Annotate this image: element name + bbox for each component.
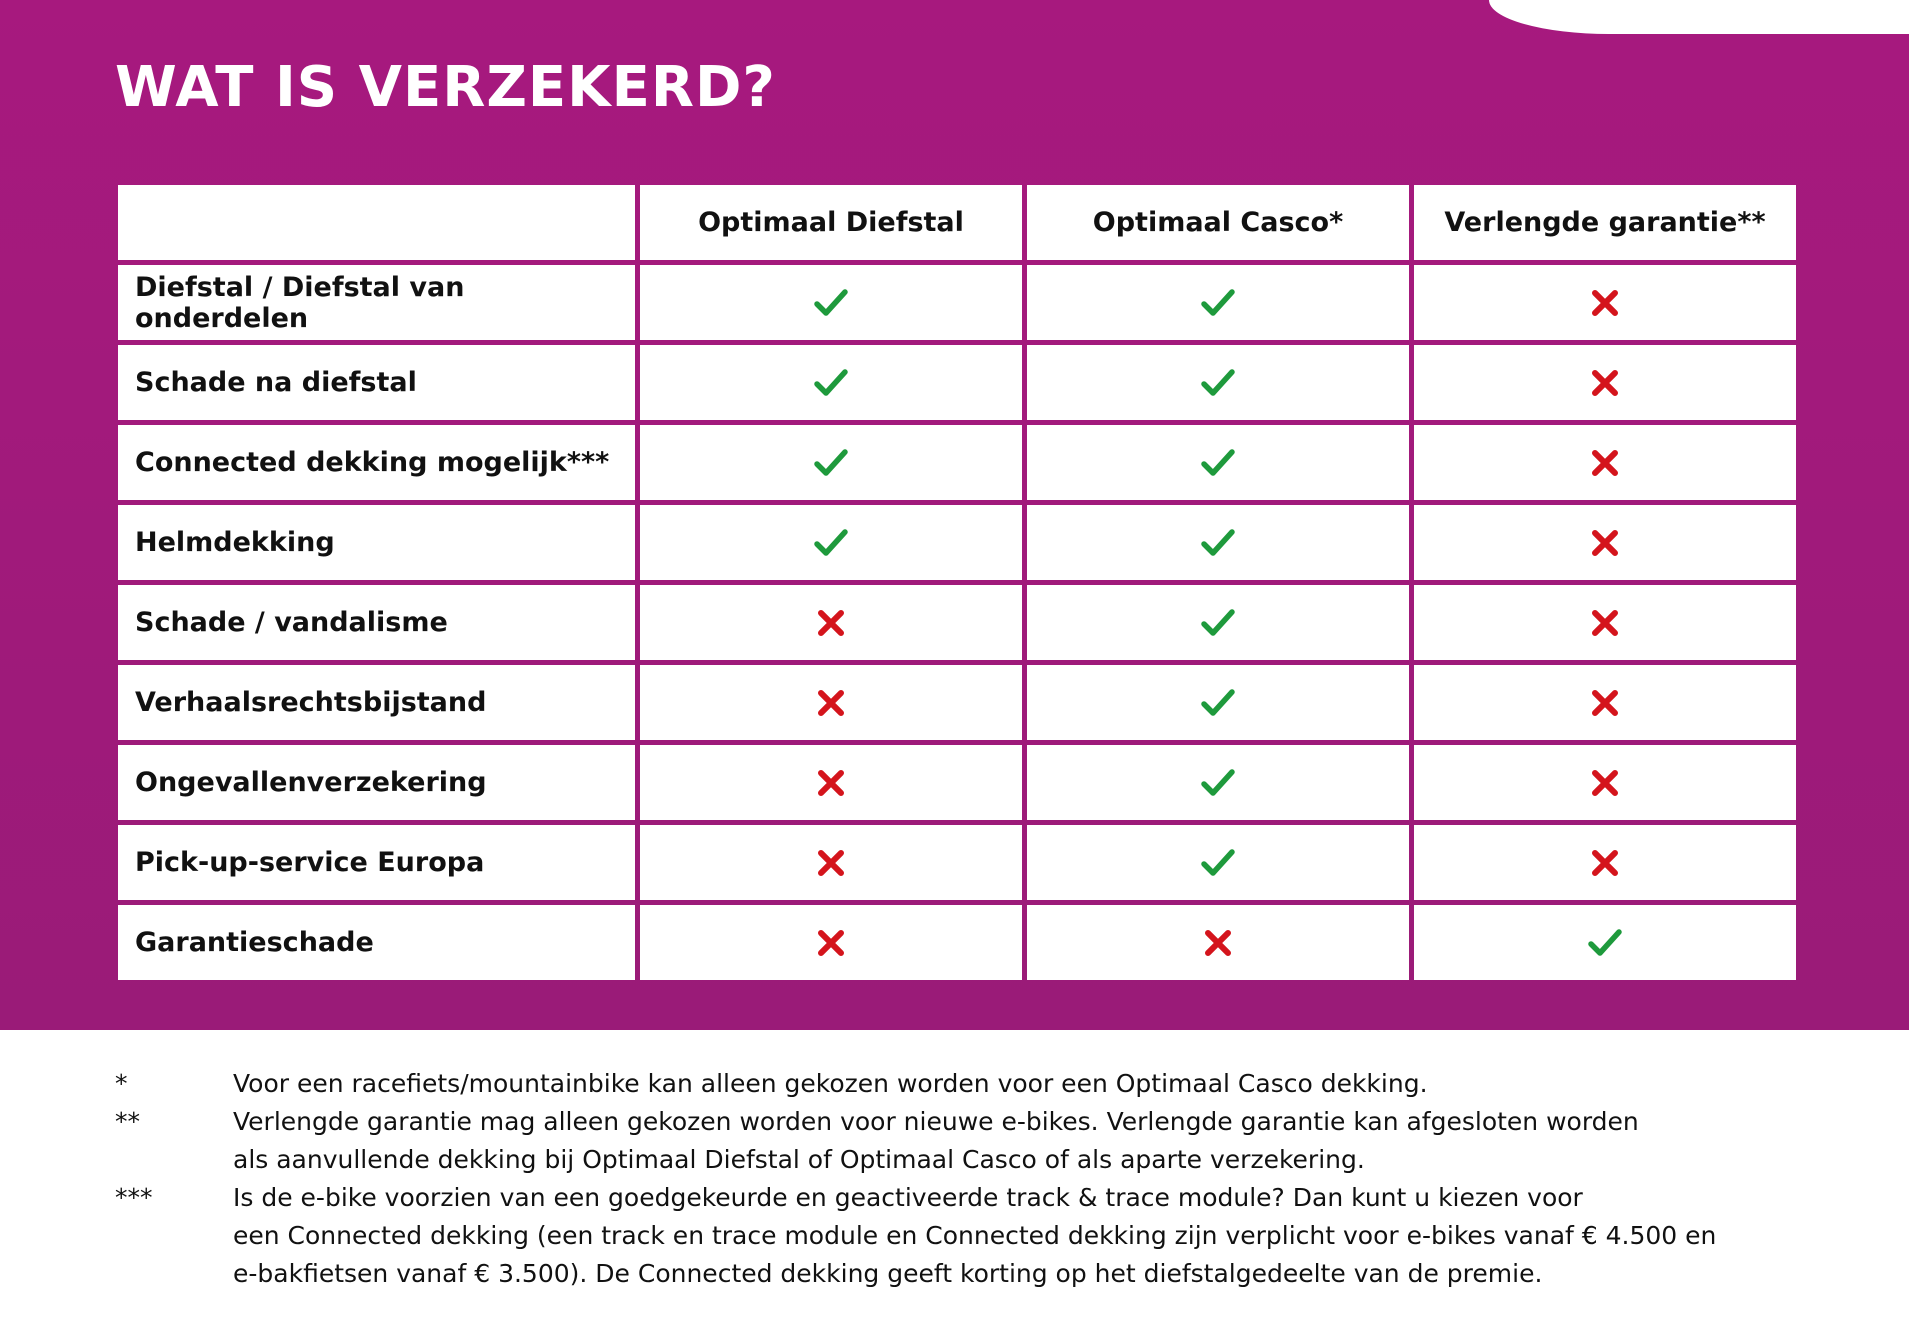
cross-icon	[1204, 932, 1232, 951]
cell-optimaal-diefstal	[640, 585, 1022, 660]
row-label: Helmdekking	[118, 505, 635, 580]
footnote	[115, 1065, 1815, 1103]
column-header-optimaal-casco: Optimaal Casco*	[1027, 185, 1409, 260]
footnote-symbol: **	[115, 1107, 140, 1136]
footnote-text	[233, 1179, 1815, 1293]
table-row	[118, 905, 1796, 980]
coverage-table-body	[118, 265, 1796, 980]
cross-icon	[817, 852, 845, 871]
table-row	[118, 585, 1796, 660]
cross-icon	[1591, 452, 1619, 471]
check-icon	[814, 532, 848, 551]
check-icon	[814, 372, 848, 391]
check-icon	[1201, 852, 1235, 871]
header-empty-cell	[118, 185, 635, 260]
cell-optimaal-casco	[1027, 745, 1409, 820]
column-header-optimaal-diefstal: Optimaal Diefstal	[640, 185, 1022, 260]
cross-icon	[1591, 532, 1619, 551]
cell-optimaal-diefstal	[640, 745, 1022, 820]
cross-icon	[1591, 852, 1619, 871]
cross-icon	[1591, 372, 1619, 391]
row-label: Schade / vandalisme	[118, 585, 635, 660]
coverage-table	[113, 180, 1801, 985]
check-icon	[814, 292, 848, 311]
cell-optimaal-casco	[1027, 585, 1409, 660]
cell-verlengde-garantie	[1414, 825, 1796, 900]
cell-optimaal-casco	[1027, 345, 1409, 420]
row-label: Garantieschade	[118, 905, 635, 980]
cell-verlengde-garantie	[1414, 745, 1796, 820]
cell-optimaal-diefstal	[640, 665, 1022, 740]
cell-optimaal-casco	[1027, 825, 1409, 900]
cell-verlengde-garantie	[1414, 425, 1796, 500]
cross-icon	[1591, 772, 1619, 791]
cell-optimaal-casco	[1027, 905, 1409, 980]
footnote	[115, 1179, 1815, 1293]
cell-optimaal-casco	[1027, 505, 1409, 580]
row-label: Pick-up-service Europa	[118, 825, 635, 900]
cell-optimaal-diefstal	[640, 265, 1022, 340]
footnote-line: Verlengde garantie mag alleen gekozen worden voor nieuwe e-bikes. Verlengde garantie kan afgesloten worden	[233, 1107, 1639, 1136]
cell-verlengde-garantie	[1414, 345, 1796, 420]
table-row	[118, 745, 1796, 820]
check-icon	[1201, 772, 1235, 791]
footnote-line: een Connected dekking (een track en trace module en Connected dekking zijn verplicht voor e-bikes vanaf € 4.500 en	[233, 1221, 1717, 1250]
footnote-symbol: ***	[115, 1183, 153, 1212]
table-row	[118, 425, 1796, 500]
check-icon	[1201, 292, 1235, 311]
footnotes	[115, 1065, 1815, 1293]
cell-optimaal-diefstal	[640, 345, 1022, 420]
table-row	[118, 265, 1796, 340]
check-icon	[1201, 692, 1235, 711]
row-label: Ongevallenverzekering	[118, 745, 635, 820]
footnote-text	[233, 1103, 1815, 1179]
corner-curve	[1489, 0, 1909, 34]
cell-verlengde-garantie	[1414, 265, 1796, 340]
footnote	[115, 1103, 1815, 1179]
cell-verlengde-garantie	[1414, 585, 1796, 660]
table-row	[118, 665, 1796, 740]
row-label: Verhaalsrechtsbijstand	[118, 665, 635, 740]
row-label: Schade na diefstal	[118, 345, 635, 420]
cell-optimaal-casco	[1027, 265, 1409, 340]
footnote-text	[233, 1065, 1815, 1103]
footnote-line: als aanvullende dekking bij Optimaal Diefstal of Optimaal Casco of als aparte verzekering.	[233, 1145, 1365, 1174]
row-label: Connected dekking mogelijk***	[118, 425, 635, 500]
cell-optimaal-diefstal	[640, 825, 1022, 900]
cross-icon	[1591, 612, 1619, 631]
cross-icon	[1591, 292, 1619, 311]
cross-icon	[817, 612, 845, 631]
cell-verlengde-garantie	[1414, 665, 1796, 740]
cross-icon	[817, 932, 845, 951]
cell-optimaal-diefstal	[640, 425, 1022, 500]
cell-verlengde-garantie	[1414, 905, 1796, 980]
table-row	[118, 505, 1796, 580]
footnote-line: Voor een racefiets/mountainbike kan alleen gekozen worden voor een Optimaal Casco dekking.	[233, 1069, 1428, 1098]
column-header-verlengde-garantie: Verlengde garantie**	[1414, 185, 1796, 260]
footnote-line: e-bakfietsen vanaf € 3.500). De Connected dekking geeft korting op het diefstalgedeelte van de premie.	[233, 1259, 1543, 1288]
cell-verlengde-garantie	[1414, 505, 1796, 580]
table-row	[118, 825, 1796, 900]
footnote-symbol: *	[115, 1069, 128, 1098]
check-icon	[1201, 372, 1235, 391]
row-label: Diefstal / Diefstal van onderdelen	[118, 265, 635, 340]
footnote-line: Is de e-bike voorzien van een goedgekeurde en geactiveerde track & trace module? Dan kunt u kiezen voor	[233, 1183, 1583, 1212]
cross-icon	[1591, 692, 1619, 711]
cell-optimaal-diefstal	[640, 905, 1022, 980]
page-title: WAT IS VERZEKERD?	[115, 55, 776, 120]
check-icon	[1201, 612, 1235, 631]
cross-icon	[817, 692, 845, 711]
header-row	[118, 185, 1796, 260]
cell-optimaal-diefstal	[640, 505, 1022, 580]
check-icon	[1588, 932, 1622, 951]
cell-optimaal-casco	[1027, 665, 1409, 740]
check-icon	[1201, 532, 1235, 551]
check-icon	[1201, 452, 1235, 471]
table-row	[118, 345, 1796, 420]
cross-icon	[817, 772, 845, 791]
cell-optimaal-casco	[1027, 425, 1409, 500]
check-icon	[814, 452, 848, 471]
